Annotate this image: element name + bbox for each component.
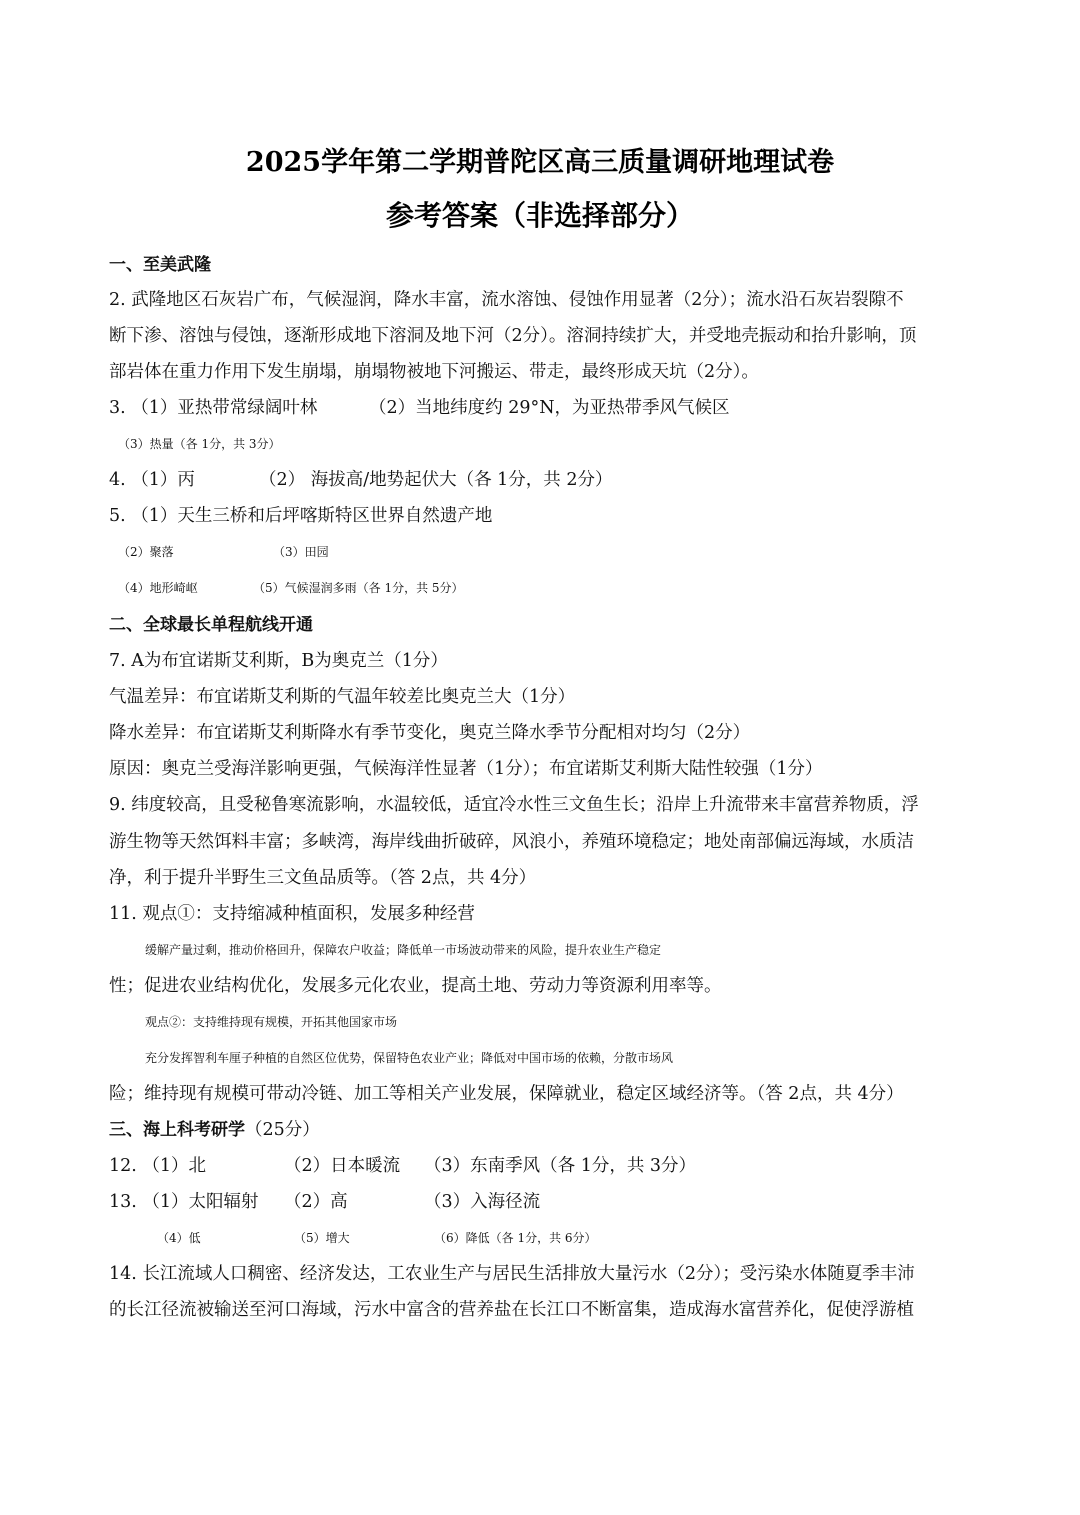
section-2-heading: 二、全球最长单程航线开通 (109, 615, 313, 635)
q11-line-6: 险；维持现有规模可带动冷链、加工等相关产业发展，保障就业，稳定区域经济等。（答 2点，共 4分） (109, 1084, 904, 1104)
q11-line-3: 性；促进农业结构优化，发展多元化农业，提高土地、劳动力等资源利用率等。 (109, 976, 722, 996)
section-3-heading-row (109, 1118, 971, 1142)
q13-part-6: （6）降低（各 1分，共 6分） (434, 1231, 597, 1245)
q2-line-2: 断下渗、溶蚀与侵蚀，逐渐形成地下溶洞及地下河（2分）。溶洞持续扩大，并受地壳振动和抬升影响，顶 (109, 326, 917, 346)
q11-line-5: 充分发挥智利车厘子种植的自然区位优势，保留特色农业产业；降低对中国市场的依赖，分散市场风 (145, 1051, 674, 1065)
q3-part-1: 3. （1）亚热带常绿阔叶林 (109, 398, 318, 418)
q13-line-1 (109, 1190, 971, 1214)
q3-line-1 (109, 396, 971, 420)
q12-part-2: （2）日本暖流 (284, 1156, 401, 1176)
q5-part-5: （5）气候湿润多雨（各 1分，共 5分） (253, 581, 464, 595)
q3-part-2: （2）当地纬度约 29°N，为亚热带季风气候区 (369, 398, 730, 418)
q7-temperature-difference: 气温差异：布宜诺斯艾利斯的气温年较差比奥克兰大（1分） (109, 687, 576, 707)
q11-viewpoint-1: 11. 观点①：支持缩减种植面积，发展多种经营 (109, 904, 475, 924)
q5-part-4: （4）地形崎岖 (118, 581, 198, 595)
q7-reason: 原因：奥克兰受海洋影响更强，气候海洋性显著（1分）；布宜诺斯艾利斯大陆性较强（1分） (109, 759, 823, 779)
q7-line-1: 7. A为布宜诺斯艾利斯，B为奥克兰（1分） (109, 651, 448, 671)
section-1-heading: 一、至美武隆 (109, 255, 211, 275)
q12-part-1: 12. （1）北 (109, 1156, 207, 1176)
q13-line-2 (157, 1226, 1019, 1250)
page-title: 2025学年第二学期普陀区高三质量调研地理试卷 (245, 147, 835, 178)
q2-line-1: 2. 武隆地区石灰岩广布，气候湿润，降水丰富，流水溶蚀、侵蚀作用显著（2分）；流水沿石灰岩裂隙不 (109, 290, 904, 310)
q7-precipitation-difference: 降水差异：布宜诺斯艾利斯降水有季节变化，奥克兰降水季节分配相对均匀（2分） (109, 723, 751, 743)
q14-line-1: 14. 长江流域人口稠密、经济发达，工农业生产与居民生活排放大量污水（2分）；受污染水体随夏季丰沛 (109, 1264, 915, 1284)
q13-part-2: （2）高 (284, 1192, 348, 1212)
q9-line-3: 净，利于提升半野生三文鱼品质等。（答 2点，共 4分） (109, 868, 537, 888)
q3-part-3: （3）热量（各 1分，共 3分） (118, 437, 281, 451)
q4-part-1: 4. （1）丙 (109, 470, 195, 490)
q13-part-4: （4）低 (157, 1231, 201, 1245)
q4-line (109, 468, 971, 492)
q9-line-1: 9. 纬度较高，且受秘鲁寒流影响，水温较低，适宜冷水性三文鱼生长；沿岸上升流带来丰富营养物质，浮 (109, 795, 919, 815)
q11-viewpoint-2: 观点②：支持维持现有规模，开拓其他国家市场 (145, 1015, 398, 1029)
q12-part-3: （3）东南季风（各 1分，共 3分） (424, 1156, 697, 1176)
q5-part-3: （3）田园 (273, 545, 329, 559)
q13-part-1: 13. （1）太阳辐射 (109, 1192, 259, 1212)
q5-part-1: 5. （1）天生三桥和后坪喀斯特区世界自然遗产地 (109, 506, 493, 526)
q4-part-2: （2） 海拔高/地势起伏大（各 1分，共 2分） (259, 470, 613, 490)
q5-part-2: （2）聚落 (118, 545, 174, 559)
section-3-score: （25分） (245, 1120, 320, 1140)
q5-line-3 (118, 576, 980, 600)
page-subtitle: 参考答案（非选择部分） (385, 199, 694, 232)
q13-part-3: （3）入海径流 (424, 1192, 541, 1212)
q13-part-5: （5）增大 (294, 1231, 350, 1245)
q11-line-2: 缓解产量过剩，推动价格回升，保障农户收益；降低单一市场波动带来的风险，提升农业生产稳定 (145, 943, 662, 957)
q5-line-2 (118, 540, 980, 564)
q9-line-2: 游生物等天然饵料丰富；多峡湾，海岸线曲折破碎，风浪小，养殖环境稳定；地处南部偏远海域，水质洁 (109, 832, 914, 852)
q14-line-2: 的长江径流被输送至河口海域，污水中富含的营养盐在长江口不断富集，造成海水富营养化，促使浮游植 (109, 1300, 914, 1320)
q12-line (109, 1154, 971, 1178)
q2-line-3: 部岩体在重力作用下发生崩塌，崩塌物被地下河搬运、带走，最终形成天坑（2分）。 (109, 362, 759, 382)
section-3-heading: 三、海上科考研学 (109, 1120, 245, 1140)
